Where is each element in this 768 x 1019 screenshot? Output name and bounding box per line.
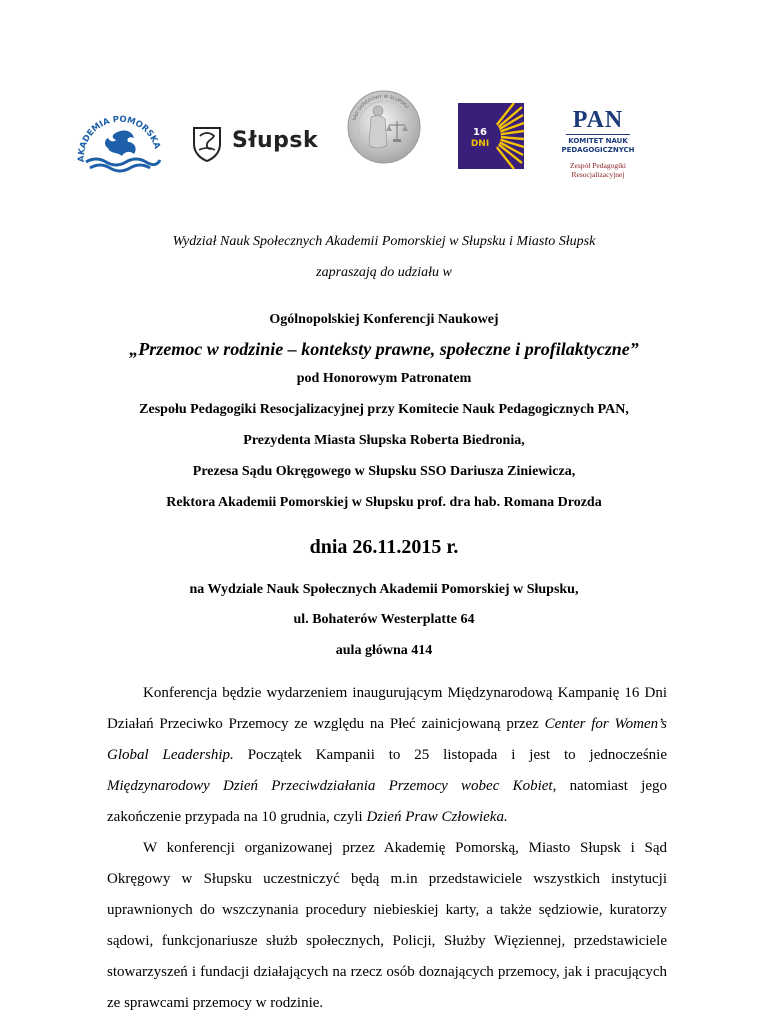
- paragraph-1: Konferencja będzie wydarzeniem inaugurującym Międzynarodową Kampanię 16 Dni Działań Przeciwko Przemocy ze względu na Płeć zainicjowaną przez Center for Women’s Global Leadership. Początek Kampanii to 25 listopada i jest to jednocześnie Międzynarodowy Dzień Przeciwdziałania Przemocy wobec Kobiet, natomiast jego zakończenie przypada na 10 grudnia, czyli Dzień Praw Człowieka.: [107, 685, 667, 825]
- patron-3: Prezesa Sądu Okręgowego w Słupsku SSO Dariusza Ziniewicza,: [192, 464, 576, 479]
- campaign-word: DNI: [470, 139, 490, 149]
- patron-1: Zespołu Pedagogiki Resocjalizacyjnej przy Komitecie Nauk Pedagogicznych PAN,: [139, 402, 629, 417]
- event-date: [0, 536, 768, 559]
- venue-line-3: aula główna 414: [335, 643, 433, 658]
- body-text: [107, 678, 667, 1019]
- patronage-heading: pod Honorowym Patronatem: [296, 371, 472, 386]
- akademia-pomorska-logo: [74, 112, 164, 174]
- pan-line2: PEDAGOGICZNYCH: [561, 146, 635, 154]
- intro-line-2: zapraszają do udziału w: [316, 265, 452, 280]
- venue-line-2: ul. Bohaterów Westerplatte 64: [293, 612, 475, 627]
- pan-line1: KOMITET NAUK: [568, 137, 628, 145]
- academy-ring-text: AKADEMIA POMORSKA: [76, 114, 162, 163]
- court-medallion-logo: [345, 87, 423, 167]
- conference-title: „Przemoc w rodzinie – konteksty prawne, społeczne i profilaktyczne”: [129, 339, 639, 359]
- pan-sub-line2: Resocjalizacyjnej: [571, 170, 625, 179]
- slupsk-wordmark: Słupsk: [232, 128, 319, 153]
- pan-divider: [566, 134, 630, 135]
- intro-line-1: Wydział Nauk Społecznych Akademii Pomorskiej w Słupsku i Miasto Słupsk: [172, 234, 596, 249]
- pan-wordmark: PAN: [572, 107, 624, 133]
- logo-row: [0, 0, 768, 200]
- date-value: 26.11.2015: [352, 536, 442, 558]
- patron-4: Rektora Akademii Pomorskiej w Słupsku prof. dra hab. Romana Drozda: [166, 495, 602, 510]
- paragraph-2: W konferencji organizowanej przez Akademię Pomorską, Miasto Słupsk i Sąd Okręgowy w Słupsku uczestniczyć będą m.in przedstawiciele wszystkich instytucji uprawnionych do wszczynania procedury niebieskiej karty, a także sędziowie, kuratorzy sądowi, funkcjonariusze służb społecznych, Policji, Służby Więziennej, przedstawiciele stowarzyszeń i fundacji działających na rzecz osób doznających przemocy, jak i pracujących ze sprawcami przemocy w rodzinie.: [107, 840, 667, 1011]
- court-ring-text: SĄD OKRĘGOWY W SŁUPSKU: [352, 94, 409, 122]
- slupsk-crest-icon: [192, 126, 222, 162]
- campaign-16-dni-logo: [458, 103, 524, 169]
- pan-sub-line1: Zespół Pedagogiki: [569, 161, 627, 170]
- venue-line-1: na Wydziale Nauk Społecznych Akademii Pomorskiej w Słupsku,: [189, 582, 579, 597]
- date-suffix: r.: [446, 536, 459, 558]
- patron-2: Prezydenta Miasta Słupska Roberta Biedronia,: [243, 433, 525, 448]
- pan-committee-logo: [560, 108, 636, 190]
- conference-name: Ogólnopolskiej Konferencji Naukowej: [269, 312, 499, 327]
- campaign-number: 16: [473, 127, 487, 138]
- slupsk-city-logo: [192, 124, 322, 164]
- date-prefix: dnia: [309, 536, 348, 558]
